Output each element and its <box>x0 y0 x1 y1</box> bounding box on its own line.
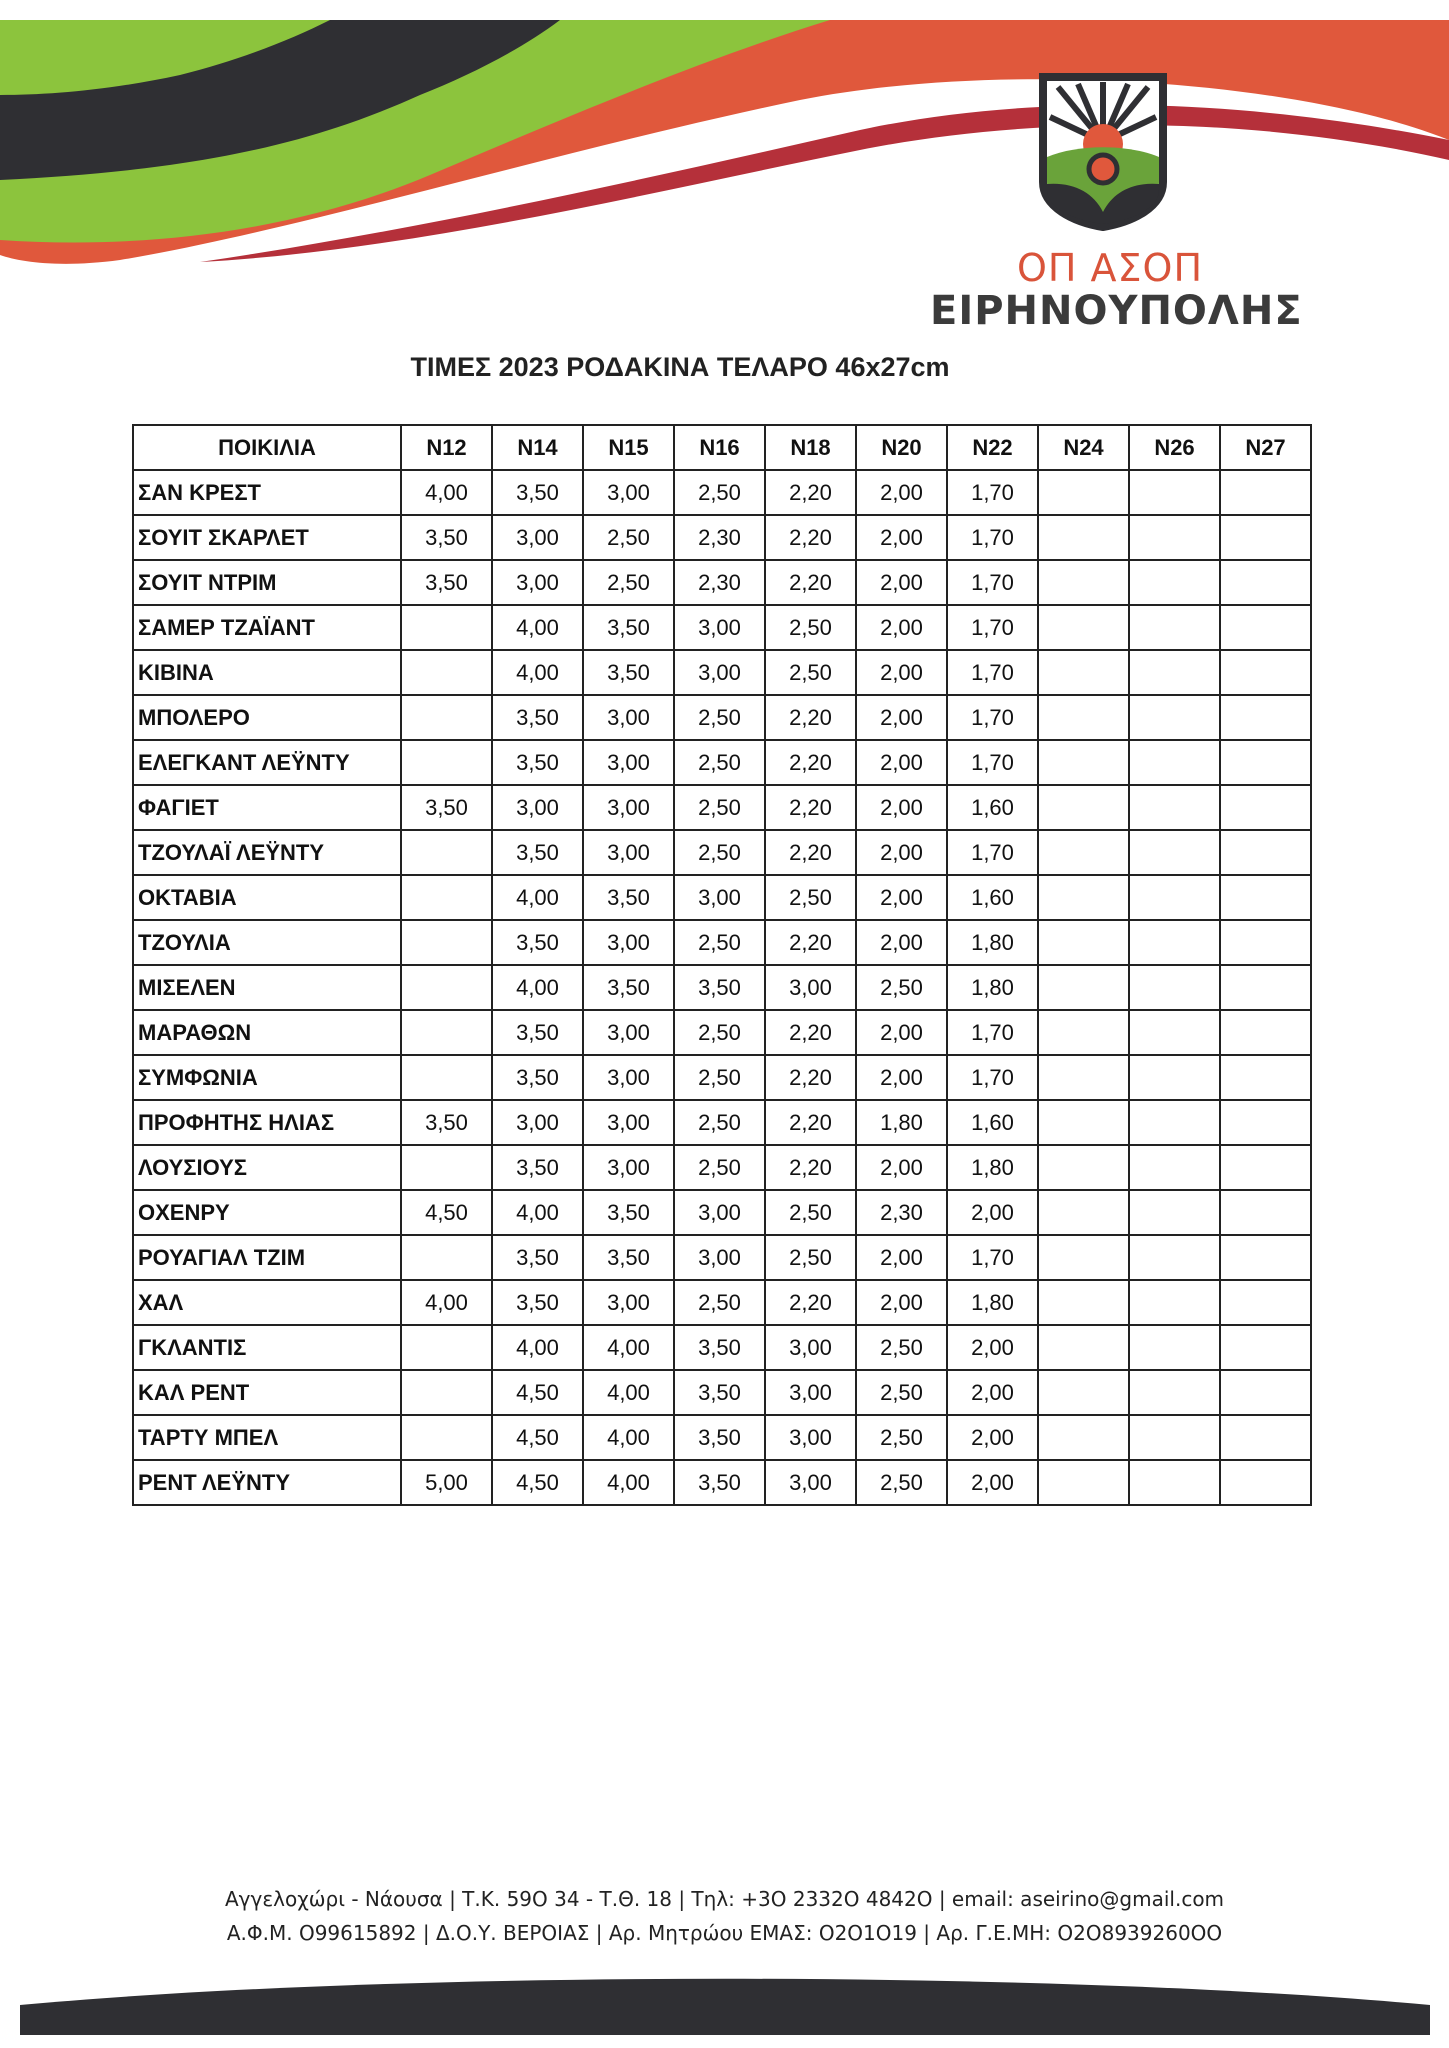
price-cell <box>1220 515 1311 560</box>
price-cell: 2,00 <box>947 1415 1038 1460</box>
price-cell <box>401 1055 492 1100</box>
price-cell <box>1038 515 1129 560</box>
price-cell <box>1038 1325 1129 1370</box>
price-cell <box>401 1415 492 1460</box>
price-cell: 2,50 <box>765 650 856 695</box>
price-cell: 2,00 <box>856 1280 947 1325</box>
price-cell: 2,00 <box>856 605 947 650</box>
price-cell: 2,20 <box>765 1100 856 1145</box>
organization-name-line1: ΟΠ ΑΣΟΠ <box>1016 246 1204 290</box>
price-cell <box>1038 1100 1129 1145</box>
price-cell: 1,70 <box>947 1010 1038 1055</box>
variety-name-cell: ΣΟΥΙΤ ΝΤΡΙΜ <box>133 560 401 605</box>
column-header-size: N14 <box>492 425 583 470</box>
price-cell: 2,20 <box>765 1280 856 1325</box>
price-cell <box>1038 560 1129 605</box>
table-row <box>133 695 1311 740</box>
price-cell <box>401 605 492 650</box>
price-cell <box>401 1235 492 1280</box>
price-cell <box>1220 1055 1311 1100</box>
price-cell: 2,00 <box>856 470 947 515</box>
column-header-size: N26 <box>1129 425 1220 470</box>
table-header-row <box>133 425 1311 470</box>
variety-name-cell: ΛΟΥΣΙΟΥΣ <box>133 1145 401 1190</box>
price-cell: 1,80 <box>947 1145 1038 1190</box>
variety-name-cell: ΧΑΛ <box>133 1280 401 1325</box>
price-cell: 3,50 <box>492 1280 583 1325</box>
price-cell: 3,00 <box>583 695 674 740</box>
variety-name-cell: ΤΖΟΥΛΙΑ <box>133 920 401 965</box>
variety-name-cell: ΜΙΣΕΛΕΝ <box>133 965 401 1010</box>
table-row <box>133 1325 1311 1370</box>
price-cell: 2,00 <box>856 1055 947 1100</box>
table-row <box>133 1010 1311 1055</box>
price-cell: 4,00 <box>583 1415 674 1460</box>
price-cell: 1,80 <box>856 1100 947 1145</box>
price-cell: 2,20 <box>765 470 856 515</box>
price-cell: 1,60 <box>947 875 1038 920</box>
price-cell: 3,50 <box>674 1325 765 1370</box>
table-row <box>133 1235 1311 1280</box>
price-cell: 3,50 <box>583 650 674 695</box>
price-cell: 3,00 <box>583 470 674 515</box>
price-cell: 2,00 <box>856 1145 947 1190</box>
price-cell <box>401 695 492 740</box>
price-cell: 4,00 <box>583 1460 674 1505</box>
price-cell: 2,00 <box>856 560 947 605</box>
price-cell: 3,00 <box>583 1145 674 1190</box>
price-cell: 2,50 <box>583 560 674 605</box>
price-cell <box>1038 1055 1129 1100</box>
price-cell <box>1129 1415 1220 1460</box>
price-cell <box>401 875 492 920</box>
variety-name-cell: ΟΧΕΝΡΥ <box>133 1190 401 1235</box>
price-cell <box>1220 740 1311 785</box>
table-row <box>133 605 1311 650</box>
price-cell: 3,00 <box>583 920 674 965</box>
price-cell <box>1038 830 1129 875</box>
price-cell: 4,50 <box>492 1460 583 1505</box>
price-cell <box>1129 1235 1220 1280</box>
price-cell: 4,00 <box>583 1370 674 1415</box>
price-cell <box>1038 1415 1129 1460</box>
price-cell <box>1038 1460 1129 1505</box>
document-title: ΤΙΜΕΣ 2023 ΡΟΔΑΚΙΝΑ ΤΕΛΑΡΟ 46x27cm <box>410 352 950 382</box>
price-cell: 2,50 <box>856 965 947 1010</box>
price-cell: 3,00 <box>583 1280 674 1325</box>
price-cell: 2,00 <box>947 1460 1038 1505</box>
column-header-variety: ΠΟΙΚΙΛΙΑ <box>133 425 401 470</box>
price-cell: 2,50 <box>856 1370 947 1415</box>
price-cell <box>1220 1100 1311 1145</box>
price-cell: 4,00 <box>492 875 583 920</box>
price-cell <box>1220 1370 1311 1415</box>
variety-name-cell: ΤΖΟΥΛΑΪ ΛΕΫΝΤΥ <box>133 830 401 875</box>
price-cell <box>1038 1370 1129 1415</box>
price-cell: 2,50 <box>674 1100 765 1145</box>
table-row <box>133 830 1311 875</box>
table-row <box>133 920 1311 965</box>
price-cell: 2,00 <box>856 830 947 875</box>
price-cell: 3,50 <box>583 875 674 920</box>
price-cell: 2,00 <box>856 785 947 830</box>
price-cell: 2,50 <box>674 1145 765 1190</box>
price-cell: 2,50 <box>674 920 765 965</box>
variety-name-cell: ΣΟΥΙΤ ΣΚΑΡΛΕΤ <box>133 515 401 560</box>
price-cell <box>1038 1010 1129 1055</box>
column-header-size: N22 <box>947 425 1038 470</box>
price-cell: 3,50 <box>492 920 583 965</box>
price-cell <box>401 965 492 1010</box>
price-cell <box>401 920 492 965</box>
price-cell: 4,50 <box>492 1415 583 1460</box>
table-row <box>133 965 1311 1010</box>
price-cell <box>1220 785 1311 830</box>
price-cell <box>1038 1145 1129 1190</box>
price-cell: 1,70 <box>947 1055 1038 1100</box>
price-cell: 3,50 <box>492 695 583 740</box>
price-cell: 2,00 <box>856 515 947 560</box>
variety-name-cell: ΟΚΤΑΒΙΑ <box>133 875 401 920</box>
price-cell: 1,60 <box>947 785 1038 830</box>
price-cell: 3,00 <box>583 740 674 785</box>
price-cell <box>1038 1190 1129 1235</box>
price-cell <box>1220 470 1311 515</box>
variety-name-cell: ΦΑΓΙΕΤ <box>133 785 401 830</box>
price-cell: 2,50 <box>674 740 765 785</box>
variety-name-cell: ΣΥΜΦΩΝΙΑ <box>133 1055 401 1100</box>
price-cell: 3,50 <box>492 1235 583 1280</box>
price-cell <box>1220 695 1311 740</box>
table-row <box>133 650 1311 695</box>
price-cell <box>1129 1325 1220 1370</box>
price-cell: 4,00 <box>492 1325 583 1370</box>
organization-logo <box>1038 72 1168 232</box>
table-row <box>133 1415 1311 1460</box>
price-cell <box>1220 1280 1311 1325</box>
price-cell <box>1129 1145 1220 1190</box>
price-cell <box>401 1370 492 1415</box>
price-cell: 3,00 <box>765 1460 856 1505</box>
price-cell <box>1220 965 1311 1010</box>
variety-name-cell: ΜΠΟΛΕΡΟ <box>133 695 401 740</box>
column-header-size: N27 <box>1220 425 1311 470</box>
table-row <box>133 875 1311 920</box>
price-cell: 2,20 <box>765 1055 856 1100</box>
price-cell: 2,20 <box>765 560 856 605</box>
column-header-size: N24 <box>1038 425 1129 470</box>
price-cell <box>1220 830 1311 875</box>
price-cell <box>1220 1010 1311 1055</box>
price-cell: 3,00 <box>583 1100 674 1145</box>
price-cell: 4,00 <box>492 605 583 650</box>
price-cell: 1,70 <box>947 650 1038 695</box>
price-cell: 4,00 <box>401 1280 492 1325</box>
price-cell <box>1038 470 1129 515</box>
column-header-size: N20 <box>856 425 947 470</box>
price-cell: 3,50 <box>401 1100 492 1145</box>
table-row <box>133 1370 1311 1415</box>
variety-name-cell: ΠΡΟΦΗΤΗΣ ΗΛΙΑΣ <box>133 1100 401 1145</box>
price-cell: 3,50 <box>492 470 583 515</box>
price-cell: 2,00 <box>856 740 947 785</box>
price-cell: 2,50 <box>674 470 765 515</box>
price-cell <box>1129 965 1220 1010</box>
price-cell: 2,00 <box>947 1370 1038 1415</box>
price-cell: 2,50 <box>674 1280 765 1325</box>
price-cell: 3,50 <box>492 1145 583 1190</box>
price-cell: 1,80 <box>947 920 1038 965</box>
table-row <box>133 1055 1311 1100</box>
price-cell: 3,00 <box>583 1055 674 1100</box>
price-cell <box>1220 650 1311 695</box>
price-cell <box>401 1010 492 1055</box>
price-cell: 1,70 <box>947 695 1038 740</box>
variety-name-cell: ΤΑΡΤΥ ΜΠΕΛ <box>133 1415 401 1460</box>
price-cell: 1,70 <box>947 605 1038 650</box>
price-cell: 3,50 <box>674 965 765 1010</box>
price-cell <box>1129 1055 1220 1100</box>
price-cell <box>1129 875 1220 920</box>
price-cell: 2,00 <box>856 920 947 965</box>
variety-name-cell: ΕΛΕΓΚΑΝΤ ΛΕΫΝΤΥ <box>133 740 401 785</box>
price-cell: 2,30 <box>674 560 765 605</box>
price-cell: 2,50 <box>856 1325 947 1370</box>
price-cell: 4,50 <box>492 1370 583 1415</box>
price-cell <box>401 650 492 695</box>
price-cell: 3,00 <box>674 1190 765 1235</box>
price-cell: 2,00 <box>856 1235 947 1280</box>
price-cell: 1,70 <box>947 1235 1038 1280</box>
price-cell <box>1038 1280 1129 1325</box>
price-cell <box>1129 785 1220 830</box>
price-cell: 3,00 <box>583 1010 674 1055</box>
price-cell: 2,20 <box>765 695 856 740</box>
price-cell: 3,00 <box>674 605 765 650</box>
price-cell: 2,50 <box>856 1460 947 1505</box>
price-cell <box>1129 830 1220 875</box>
price-cell: 4,00 <box>583 1325 674 1370</box>
price-cell: 2,30 <box>856 1190 947 1235</box>
price-cell: 3,00 <box>765 1415 856 1460</box>
price-cell: 3,50 <box>401 560 492 605</box>
price-cell: 2,00 <box>856 650 947 695</box>
price-cell <box>1129 695 1220 740</box>
price-cell: 1,70 <box>947 515 1038 560</box>
price-cell <box>1129 1190 1220 1235</box>
price-cell <box>1038 650 1129 695</box>
price-cell: 2,50 <box>674 1055 765 1100</box>
price-cell <box>1129 470 1220 515</box>
price-cell <box>1038 740 1129 785</box>
price-cell: 1,70 <box>947 740 1038 785</box>
price-cell: 2,50 <box>674 785 765 830</box>
price-cell: 2,20 <box>765 515 856 560</box>
price-cell <box>1220 560 1311 605</box>
column-header-size: N18 <box>765 425 856 470</box>
price-cell: 3,50 <box>583 965 674 1010</box>
price-cell <box>1129 1280 1220 1325</box>
price-cell: 3,00 <box>765 965 856 1010</box>
price-cell: 2,20 <box>765 1145 856 1190</box>
price-cell: 3,00 <box>492 785 583 830</box>
price-cell: 2,50 <box>856 1415 947 1460</box>
price-cell: 2,50 <box>765 1190 856 1235</box>
price-cell: 2,20 <box>765 830 856 875</box>
column-header-size: N12 <box>401 425 492 470</box>
variety-name-cell: ΚΑΛ ΡΕΝΤ <box>133 1370 401 1415</box>
price-cell <box>1129 515 1220 560</box>
price-cell: 2,00 <box>947 1190 1038 1235</box>
price-cell: 2,00 <box>947 1325 1038 1370</box>
price-cell: 3,50 <box>583 1190 674 1235</box>
table-row <box>133 785 1311 830</box>
table-row <box>133 740 1311 785</box>
price-cell: 3,50 <box>492 1055 583 1100</box>
price-cell <box>1220 1460 1311 1505</box>
price-cell: 3,50 <box>674 1370 765 1415</box>
price-cell: 3,50 <box>401 785 492 830</box>
price-cell: 1,70 <box>947 560 1038 605</box>
column-header-size: N15 <box>583 425 674 470</box>
price-cell: 2,30 <box>674 515 765 560</box>
price-cell: 3,50 <box>492 1010 583 1055</box>
price-cell: 3,00 <box>674 1235 765 1280</box>
table-row <box>133 560 1311 605</box>
variety-name-cell: ΣΑΜΕΡ ΤΖΑΪΑΝΤ <box>133 605 401 650</box>
price-cell: 4,50 <box>401 1190 492 1235</box>
price-cell: 4,00 <box>492 650 583 695</box>
price-cell <box>1038 875 1129 920</box>
price-cell <box>1129 1100 1220 1145</box>
table-row <box>133 1190 1311 1235</box>
price-cell: 3,00 <box>583 830 674 875</box>
price-cell: 1,80 <box>947 1280 1038 1325</box>
price-cell: 2,50 <box>765 875 856 920</box>
price-cell <box>1220 875 1311 920</box>
table-row <box>133 1100 1311 1145</box>
variety-name-cell: ΓΚΛΑΝΤΙΣ <box>133 1325 401 1370</box>
footer-registration: Α.Φ.Μ. Ο99615892 | Δ.Ο.Υ. ΒΕΡΟΙΑΣ | Αρ. Μητρώου ΕΜΑΣ: Ο2Ο1Ο19 | Αρ. Γ.Ε.ΜΗ: Ο2Ο8939260ΟΟ <box>226 1921 1223 1945</box>
price-cell <box>1220 1190 1311 1235</box>
table-row <box>133 1460 1311 1505</box>
price-cell <box>1129 650 1220 695</box>
price-cell <box>1129 920 1220 965</box>
price-cell <box>1220 920 1311 965</box>
price-cell: 4,00 <box>492 965 583 1010</box>
price-cell: 2,50 <box>674 695 765 740</box>
price-cell <box>1129 1370 1220 1415</box>
price-cell <box>1220 1415 1311 1460</box>
price-cell <box>401 740 492 785</box>
price-cell <box>401 830 492 875</box>
price-cell: 2,20 <box>765 785 856 830</box>
price-cell: 3,00 <box>765 1370 856 1415</box>
price-cell: 1,80 <box>947 965 1038 1010</box>
price-cell <box>1220 1145 1311 1190</box>
price-cell: 3,00 <box>583 785 674 830</box>
price-cell <box>1038 785 1129 830</box>
price-cell: 3,00 <box>492 515 583 560</box>
price-cell <box>1220 605 1311 650</box>
price-cell: 3,50 <box>401 515 492 560</box>
price-cell: 3,00 <box>674 650 765 695</box>
price-cell: 2,50 <box>674 1010 765 1055</box>
price-cell: 4,00 <box>401 470 492 515</box>
footer-decoration <box>0 1960 1449 2048</box>
price-cell: 2,20 <box>765 920 856 965</box>
price-cell: 3,50 <box>674 1415 765 1460</box>
price-cell: 3,50 <box>492 740 583 785</box>
price-cell: 3,00 <box>492 1100 583 1145</box>
price-cell: 2,00 <box>856 875 947 920</box>
price-cell: 2,50 <box>583 515 674 560</box>
price-cell: 5,00 <box>401 1460 492 1505</box>
variety-name-cell: ΣΑΝ ΚΡΕΣΤ <box>133 470 401 515</box>
price-cell: 3,50 <box>583 1235 674 1280</box>
price-cell <box>1129 560 1220 605</box>
table-row <box>133 1280 1311 1325</box>
price-cell <box>1220 1235 1311 1280</box>
price-cell <box>1129 605 1220 650</box>
price-cell: 2,20 <box>765 740 856 785</box>
price-cell <box>401 1325 492 1370</box>
table-row <box>133 515 1311 560</box>
price-cell: 2,50 <box>765 605 856 650</box>
variety-name-cell: ΡΕΝΤ ΛΕΫΝΤΥ <box>133 1460 401 1505</box>
variety-name-cell: ΚΙΒΙΝΑ <box>133 650 401 695</box>
table-row <box>133 1145 1311 1190</box>
footer-address: Αγγελοχώρι - Νάουσα | Τ.Κ. 59Ο 34 - Τ.Θ. 18 | Τηλ: +3Ο 2332Ο 4842Ο | email: aseirino@gmail.com <box>224 1887 1225 1911</box>
price-cell <box>1038 920 1129 965</box>
price-cell: 4,00 <box>492 1190 583 1235</box>
price-cell <box>1038 965 1129 1010</box>
price-cell: 1,70 <box>947 470 1038 515</box>
price-cell: 2,00 <box>856 695 947 740</box>
price-cell <box>1129 1010 1220 1055</box>
price-cell: 2,20 <box>765 1010 856 1055</box>
price-cell: 3,00 <box>674 875 765 920</box>
price-cell <box>1220 1325 1311 1370</box>
variety-name-cell: ΡΟΥΑΓΙΑΛ ΤΖΙΜ <box>133 1235 401 1280</box>
price-cell <box>1038 1235 1129 1280</box>
organization-name-line2: ΕΙΡΗΝΟΥΠΟΛΗΣ <box>930 288 1303 334</box>
column-header-size: N16 <box>674 425 765 470</box>
price-cell: 3,50 <box>674 1460 765 1505</box>
price-cell: 1,70 <box>947 830 1038 875</box>
price-table <box>132 424 1312 1506</box>
price-cell: 3,50 <box>492 830 583 875</box>
price-cell <box>1129 740 1220 785</box>
price-cell: 1,60 <box>947 1100 1038 1145</box>
price-cell: 3,50 <box>583 605 674 650</box>
price-cell: 2,00 <box>856 1010 947 1055</box>
price-cell <box>401 1145 492 1190</box>
price-cell: 3,00 <box>492 560 583 605</box>
variety-name-cell: ΜΑΡΑΘΩΝ <box>133 1010 401 1055</box>
price-cell <box>1038 695 1129 740</box>
table-row <box>133 470 1311 515</box>
price-cell <box>1129 1460 1220 1505</box>
price-cell: 2,50 <box>765 1235 856 1280</box>
price-cell <box>1038 605 1129 650</box>
price-cell: 3,00 <box>765 1325 856 1370</box>
price-cell: 2,50 <box>674 830 765 875</box>
